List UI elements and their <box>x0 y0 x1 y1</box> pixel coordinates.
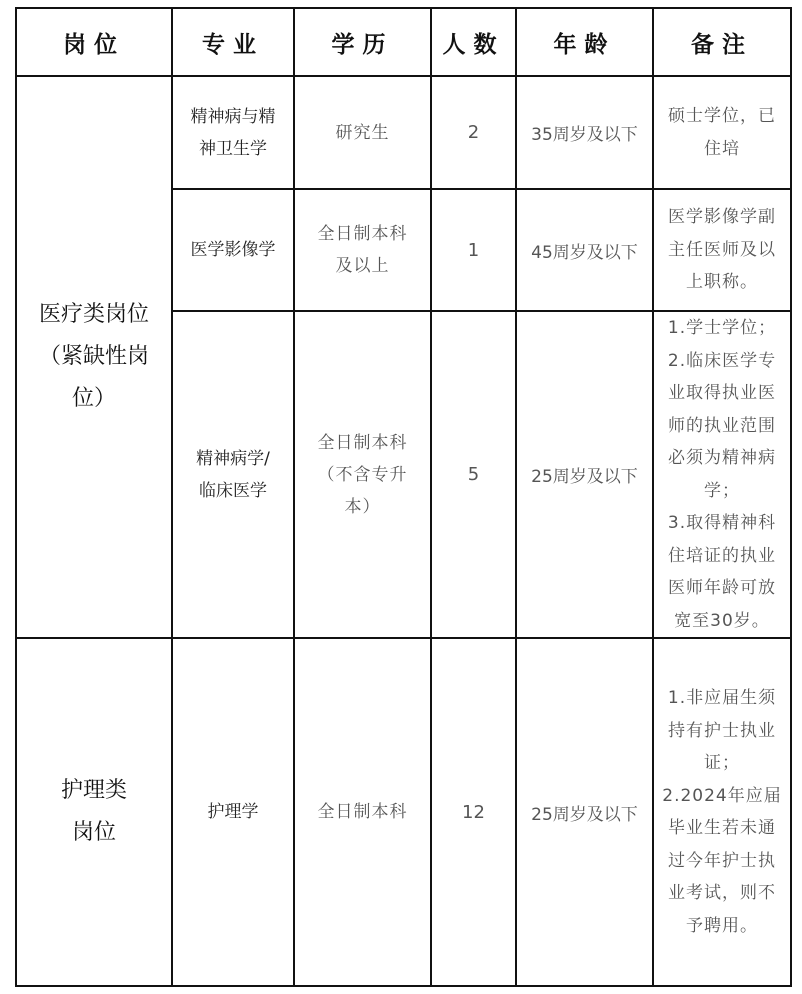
major-line: 护理学 <box>207 802 259 822</box>
education-line: 及以上 <box>335 256 390 276</box>
note-line: 学； <box>704 480 740 501</box>
post-line: 护理类 <box>60 778 127 803</box>
header-education: 学历 <box>294 8 431 76</box>
note-cell <box>653 76 791 189</box>
note-line: 过今年护士执 <box>668 850 776 871</box>
note-line: 住培证的执业 <box>668 545 776 566</box>
note-line: 宽至30岁。 <box>674 610 770 631</box>
header-note: 备注 <box>653 8 791 76</box>
note-line: 主任医师及以 <box>668 239 776 260</box>
post-line: 岗位 <box>71 820 116 845</box>
note-line: 证； <box>704 753 740 773</box>
note-line: 师的执业范围 <box>668 415 776 436</box>
education-line: （不含专升 <box>317 464 408 485</box>
header-age: 年龄 <box>516 8 653 76</box>
note-line: 硕士学位，已 <box>668 106 776 126</box>
age-cell: 25周岁及以下 <box>516 638 653 986</box>
note-line: 2.临床医学专 <box>667 350 777 371</box>
major-line: 医学影像学 <box>190 240 276 260</box>
major-cell <box>172 76 294 189</box>
table-row <box>16 76 791 189</box>
note-cell <box>653 189 791 311</box>
note-line: 1.非应届生须 <box>667 688 777 708</box>
note-line: 2.2024年应届 <box>662 785 782 806</box>
note-line: 业考试，则不 <box>668 883 776 903</box>
recruitment-table <box>15 7 792 987</box>
age-cell: 45周岁及以下 <box>516 189 653 311</box>
education-line: 全日制本科 <box>317 432 408 453</box>
count-cell: 1 <box>431 189 516 311</box>
note-cell <box>653 638 791 986</box>
note-line: 必须为精神病 <box>668 448 776 468</box>
note-line: 医师年龄可放 <box>668 578 776 598</box>
count-cell: 5 <box>431 311 516 638</box>
note-line: 医学影像学副 <box>668 207 776 228</box>
note-cell <box>653 311 791 638</box>
education-cell <box>294 189 431 311</box>
note-line: 1.学士学位； <box>667 318 777 338</box>
education-cell <box>294 638 431 986</box>
education-line: 全日制本科 <box>317 802 408 822</box>
post-line: 位） <box>71 386 116 411</box>
education-line: 研究生 <box>335 122 390 143</box>
note-line: 住培 <box>704 138 740 159</box>
post-line: （紧缺性岗 <box>38 344 149 369</box>
major-line: 临床医学 <box>199 480 267 501</box>
note-line: 予聘用。 <box>686 915 758 936</box>
note-line: 3.取得精神科 <box>667 513 777 533</box>
age-cell: 25周岁及以下 <box>516 311 653 638</box>
age-cell: 35周岁及以下 <box>516 76 653 189</box>
major-line: 神卫生学 <box>199 138 267 159</box>
major-cell <box>172 189 294 311</box>
education-line: 本） <box>344 496 381 517</box>
major-cell <box>172 311 294 638</box>
education-line: 全日制本科 <box>317 224 408 244</box>
header-count: 人数 <box>431 8 516 76</box>
post-line: 医疗类岗位 <box>38 302 149 327</box>
header-row <box>16 8 791 76</box>
table-row <box>16 638 791 986</box>
note-line: 上职称。 <box>686 272 758 293</box>
major-line: 精神病与精 <box>190 106 276 127</box>
note-line: 业取得执业医 <box>668 383 776 403</box>
header-major: 专业 <box>172 8 294 76</box>
education-cell <box>294 311 431 638</box>
post-medical <box>16 76 172 638</box>
note-line: 毕业生若未通 <box>668 818 776 838</box>
count-cell: 2 <box>431 76 516 189</box>
education-cell <box>294 76 431 189</box>
major-cell <box>172 638 294 986</box>
count-cell: 12 <box>431 638 516 986</box>
note-line: 持有护士执业 <box>668 720 776 741</box>
major-line: 精神病学/ <box>196 448 270 469</box>
header-post: 岗位 <box>16 8 172 76</box>
post-nursing <box>16 638 172 986</box>
